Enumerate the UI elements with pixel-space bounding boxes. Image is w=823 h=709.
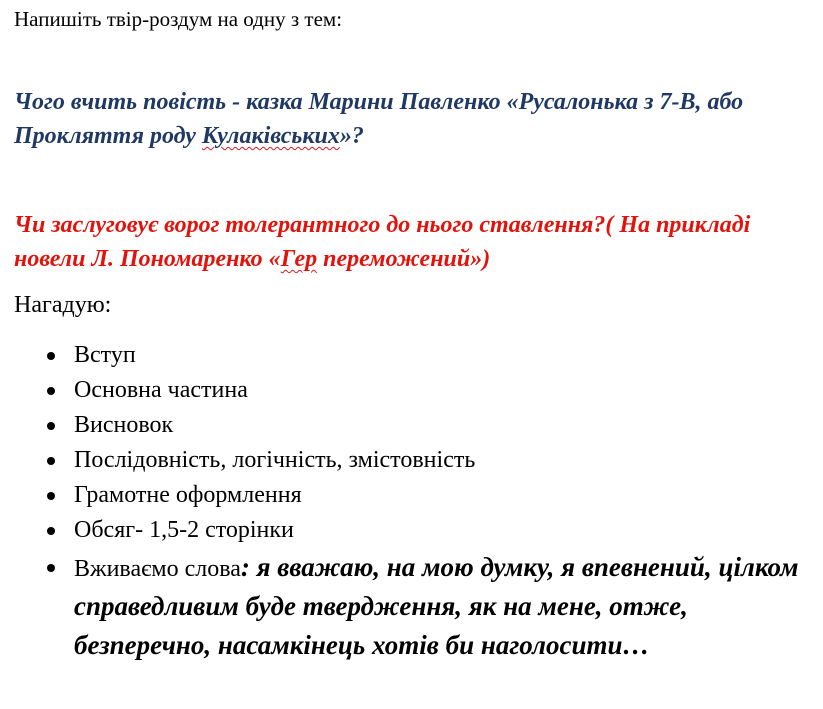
list-item <box>14 443 814 478</box>
reminder-label: Нагадую: <box>14 292 112 318</box>
essay-topic-2 <box>14 208 804 276</box>
bullet-icon <box>47 422 55 430</box>
list-item-text: Висновок <box>74 412 174 438</box>
list-item <box>14 408 814 443</box>
bullet-icon <box>47 352 55 360</box>
list-item-text: Обсяг- 1,5-2 сторінки <box>74 517 294 543</box>
list-item <box>14 478 814 513</box>
bullet-icon <box>47 564 55 572</box>
spellcheck-flagged-word[interactable]: Кулаківських <box>201 123 340 149</box>
assignment-intro: Напишіть твір-роздум на одну з тем: <box>14 7 343 31</box>
list-item <box>14 513 814 548</box>
list-item-text: Грамотне оформлення <box>74 482 302 508</box>
topic-2-text: Чи заслуговує ворог толерантного до нього ставлення?( На прикладі новели Л. Пономаренко « <box>14 212 751 272</box>
spellcheck-flagged-word[interactable]: Гер <box>280 246 318 272</box>
topic-1-text: Чого вчить повість - казка Марини Павленко «Русалонька з 7-В, або Прокляття роду <box>14 89 744 149</box>
topic-1-text-end: »? <box>339 123 364 149</box>
bullet-icon <box>47 492 55 500</box>
phrases-prefix: Вживаємо слова <box>74 556 241 582</box>
topic-2-text-end: переможений») <box>317 246 491 272</box>
phrases-text: : я вважаю, на мою думку, я впевнений, цілком справедливим буде твердження, як на мене, отже, безперечно, насамкінець хотів би наголосити… <box>74 552 799 660</box>
bullet-icon <box>47 457 55 465</box>
list-item-phrases <box>14 548 814 666</box>
list-item-text: Вступ <box>74 342 136 368</box>
list-item-text: Послідовність, логічність, змістовність <box>74 447 476 473</box>
list-item-text: Основна частина <box>74 377 248 403</box>
list-item <box>14 338 814 373</box>
requirements-list <box>14 338 814 666</box>
list-item <box>14 373 814 408</box>
bullet-icon <box>47 387 55 395</box>
bullet-icon <box>47 527 55 535</box>
essay-topic-1 <box>14 85 804 153</box>
